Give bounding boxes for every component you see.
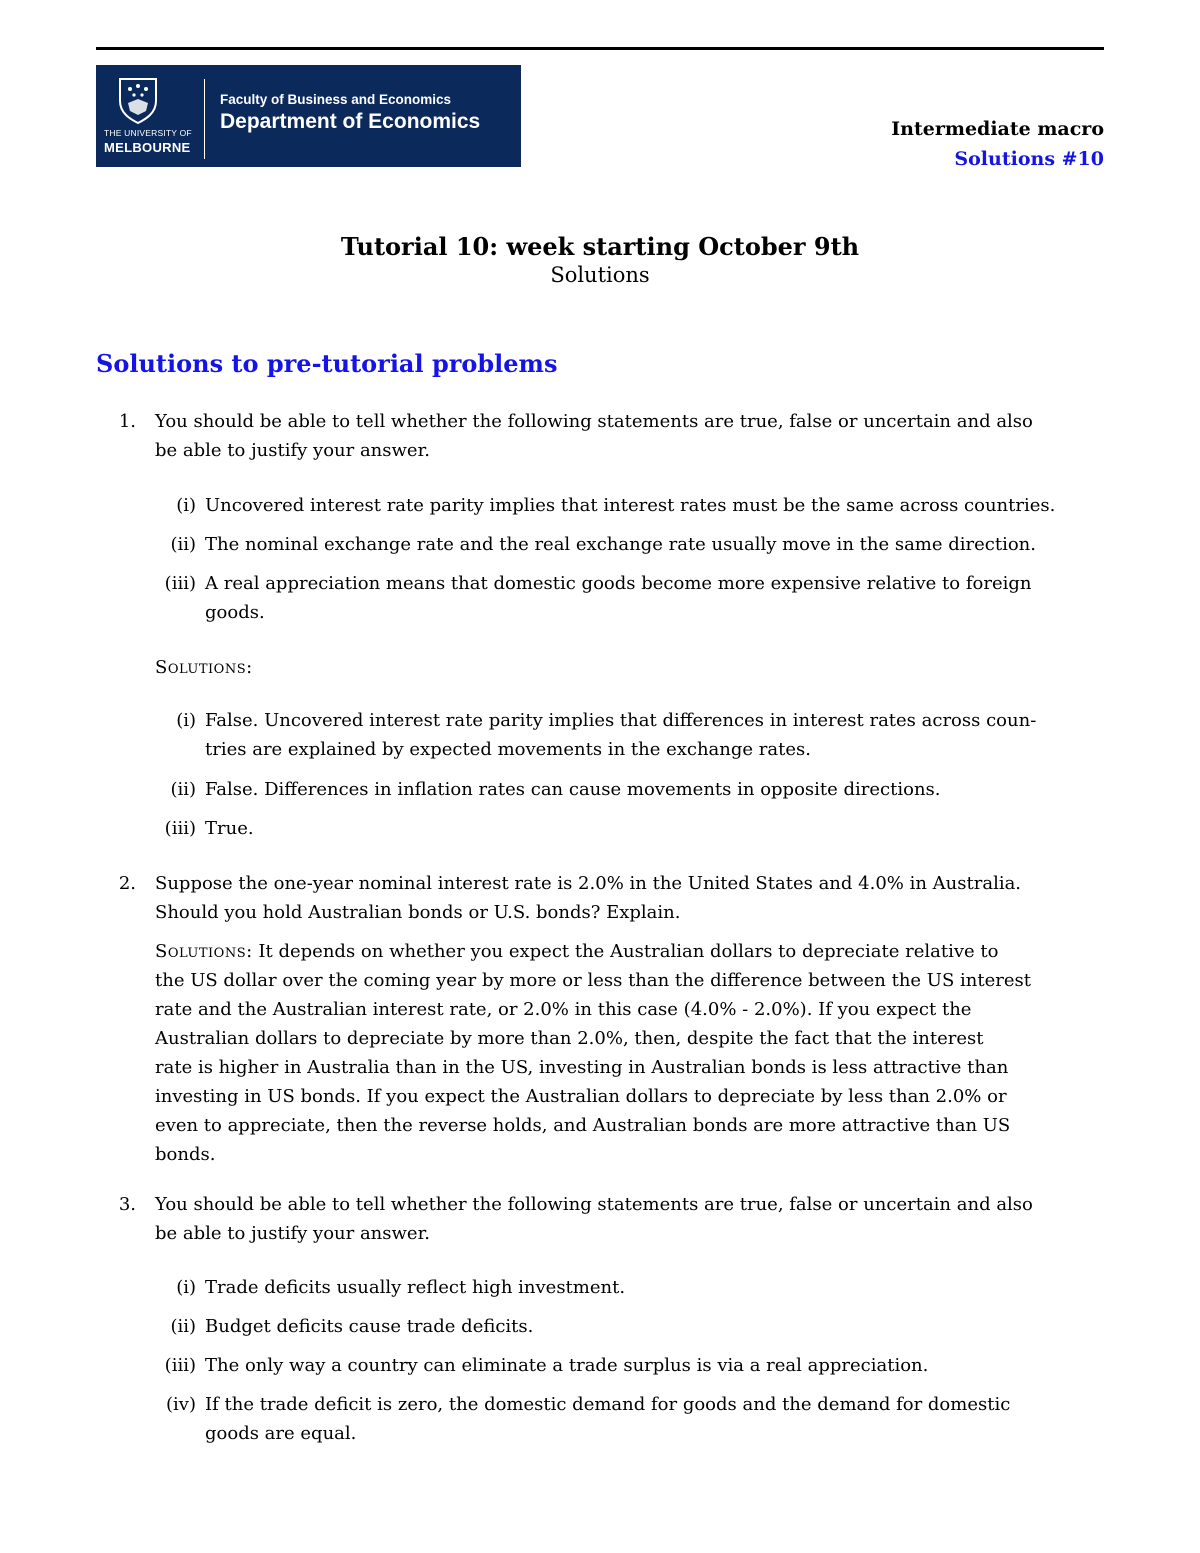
item-text-line: A real appreciation means that domestic goods become more expensive relative to foreign xyxy=(205,573,1032,594)
page-subtitle: Solutions xyxy=(550,263,650,287)
item-text-line: Budget deficits cause trade deficits. xyxy=(205,1316,534,1337)
course-name: Intermediate macro xyxy=(891,118,1104,140)
section-heading: Solutions to pre-tutorial problems xyxy=(96,349,558,378)
answer-label: (iii) xyxy=(164,818,196,839)
item-text-line: The only way a country can eliminate a trade surplus is via a real appreciation. xyxy=(205,1355,929,1376)
item-label: (iv) xyxy=(166,1394,196,1415)
solution-text-line: even to appreciate, then the reverse holds, and Australian bonds are more attractive than US xyxy=(155,1115,1011,1136)
item-text-line: If the trade deficit is zero, the domestic demand for goods and the demand for domestic xyxy=(205,1394,1011,1415)
question-text-line: You should be able to tell whether the following statements are true, false or uncertain and also xyxy=(155,411,1033,432)
answer-text-line: tries are explained by expected movements in the exchange rates. xyxy=(205,739,811,760)
solution-text-line: rate and the Australian interest rate, or 2.0% in this case (4.0% - 2.0%). If you expect the xyxy=(155,999,972,1020)
question-text-line: You should be able to tell whether the following statements are true, false or uncertain and also xyxy=(155,1194,1033,1215)
question-text-line: be able to justify your answer. xyxy=(155,1223,430,1244)
solution-text: It depends on whether you expect the Australian dollars to depreciate relative to xyxy=(258,941,999,962)
item-label: (ii) xyxy=(170,534,196,555)
university-name-line1: THE UNIVERSITY OF xyxy=(104,128,192,138)
university-name-line2: MELBOURNE xyxy=(104,140,191,155)
answer-label: (i) xyxy=(176,710,196,731)
item-text-line: The nominal exchange rate and the real exchange rate usually move in the same direction. xyxy=(205,534,1036,555)
answer-text-line: False. Uncovered interest rate parity implies that differences in interest rates across coun- xyxy=(205,710,1037,731)
solution-text-line: the US dollar over the coming year by more or less than the difference between the US interest xyxy=(155,970,1031,991)
solution-text-line: investing in US bonds. If you expect the Australian dollars to depreciate by less than 2.0% or xyxy=(155,1086,1007,1107)
solution-text-line: bonds. xyxy=(155,1144,216,1165)
question-text-line: Suppose the one-year nominal interest rate is 2.0% in the United States and 4.0% in Australia. xyxy=(155,873,1022,894)
solutions-label: Solutions: xyxy=(155,941,253,962)
faculty-name: Faculty of Business and Economics xyxy=(220,92,452,107)
department-banner xyxy=(96,65,521,167)
banner-divider xyxy=(204,79,205,159)
sheet-label: Solutions #10 xyxy=(954,148,1104,170)
question-number: 3. xyxy=(118,1194,136,1215)
solution-first-line xyxy=(155,941,998,963)
answer-label: (ii) xyxy=(170,779,196,800)
item-label: (i) xyxy=(176,495,196,516)
item-text-line: Uncovered interest rate parity implies that interest rates must be the same across countries. xyxy=(205,495,1056,516)
item-label: (iii) xyxy=(164,1355,196,1376)
university-crest-icon xyxy=(112,73,164,125)
item-label: (i) xyxy=(176,1277,196,1298)
solution-text-line: Australian dollars to depreciate by more than 2.0%, then, despite the fact that the interest xyxy=(155,1028,984,1049)
item-label: (ii) xyxy=(170,1316,196,1337)
question-number: 2. xyxy=(118,873,136,894)
item-text-line: Trade deficits usually reflect high investment. xyxy=(205,1277,626,1298)
answer-text-line: True. xyxy=(205,818,254,839)
question-number: 1. xyxy=(118,411,136,432)
department-name: Department of Economics xyxy=(220,110,481,133)
solutions-label: Solutions: xyxy=(155,657,253,678)
top-rule xyxy=(96,47,1104,50)
question-text-line: Should you hold Australian bonds or U.S. bonds? Explain. xyxy=(155,902,681,923)
page-title: Tutorial 10: week starting October 9th xyxy=(340,232,860,261)
question-text-line: be able to justify your answer. xyxy=(155,440,430,461)
solution-text-line: rate is higher in Australia than in the US, investing in Australian bonds is less attractive than xyxy=(155,1057,1009,1078)
answer-text-line: False. Differences in inflation rates can cause movements in opposite directions. xyxy=(205,779,941,800)
item-text-line: goods. xyxy=(205,602,265,623)
item-label: (iii) xyxy=(164,573,196,594)
item-text-line: goods are equal. xyxy=(205,1423,357,1444)
